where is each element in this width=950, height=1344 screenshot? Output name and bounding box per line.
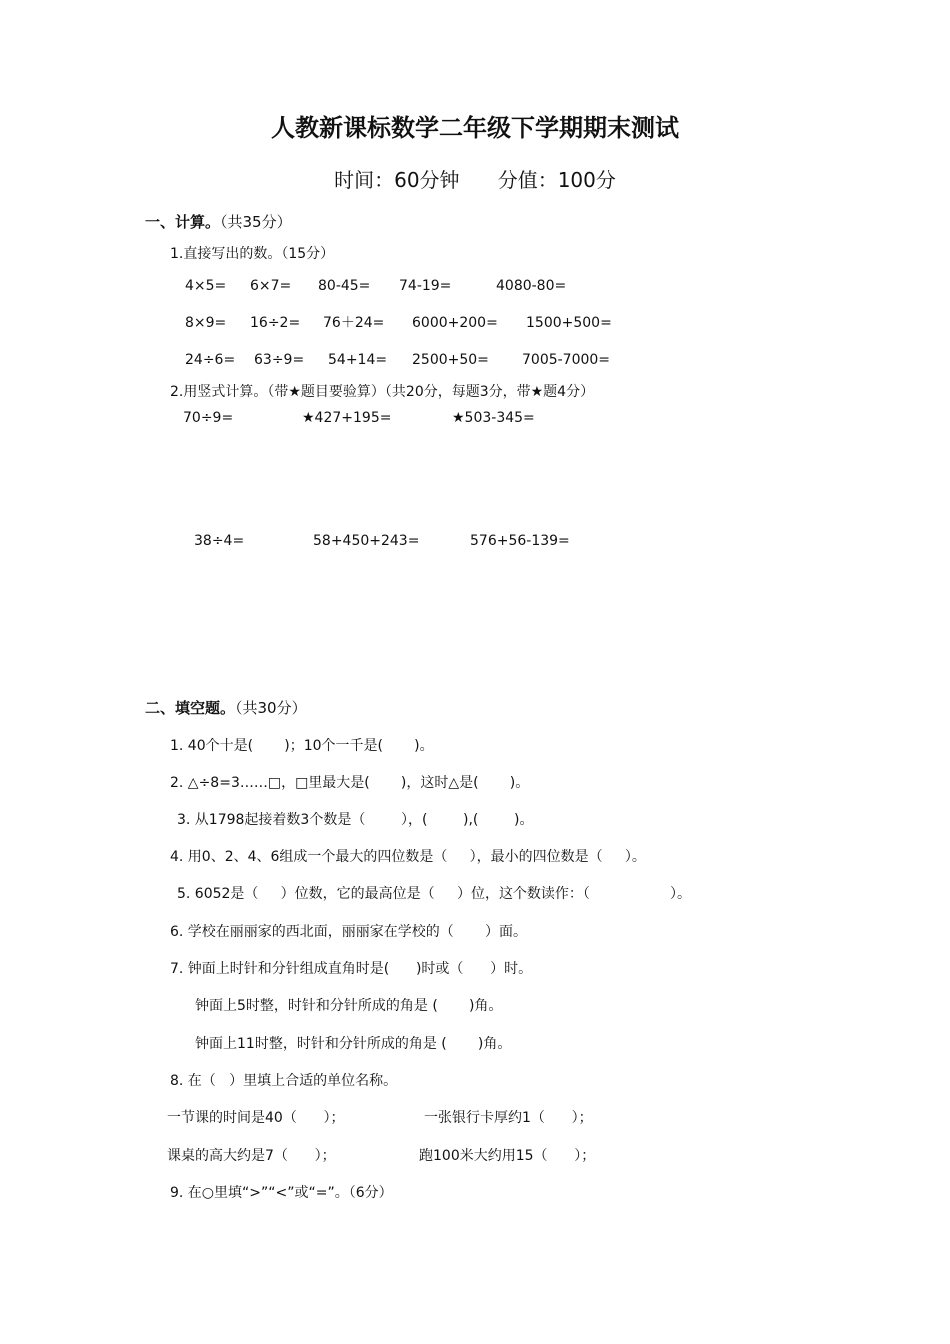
fill-blank-item: 2. △÷8=3……□，□里最大是( )，这时△是( )。 [170,775,530,791]
vertical-problem: 576+56-139= [470,533,570,549]
part-2-label: 2.用竖式计算。（带★题目要验算）（共20分，每题3分，带★题4分） [170,384,595,400]
problem: 76＋24= [323,315,385,331]
problem: 24÷6= [185,352,236,368]
fill-blank-item: 一张银行卡厚约1（ ）； [424,1110,593,1126]
fill-blank-item: 5. 6052是（ ）位数，它的最高位是（ ）位，这个数读作：（ ）。 [177,886,692,902]
problem: 7005-7000= [522,352,611,368]
fill-blank-item: 课桌的高大约是7（ ）； [167,1148,336,1164]
problem: 8×9= [185,315,227,331]
vertical-problem: 70÷9= [183,410,234,426]
problem: 16÷2= [250,315,301,331]
problem: 4080-80= [496,278,567,294]
vertical-problem: 58+450+243= [313,533,420,549]
problem: 80-45= [318,278,371,294]
problem: 63÷9= [254,352,305,368]
problem: 1500+500= [526,315,612,331]
fill-blank-item: 钟面上11时整，时针和分针所成的角是 ( )角。 [195,1036,512,1052]
problem: 74-19= [399,278,452,294]
page-title: 人教新课标数学二年级下学期期末测试 [271,114,679,142]
vertical-problem: ★427+195= [302,410,392,426]
fill-blank-item: 6. 学校在丽丽家的西北面，丽丽家在学校的（ ）面。 [170,924,527,940]
vertical-problem: 38÷4= [194,533,245,549]
fill-blank-item: 1. 40个十是( )；10个一千是( )。 [170,738,434,754]
problem: 6000+200= [412,315,498,331]
fill-blank-item: 跑100米大约用15（ ）； [419,1148,596,1164]
problem: 6×7= [250,278,292,294]
fill-blank-item: 8. 在（ ）里填上合适的单位名称。 [170,1073,398,1089]
fill-blank-item: 3. 从1798起接着数3个数是（ ），( ),( )。 [177,812,534,828]
fill-blank-item: 一节课的时间是40（ ）； [167,1110,345,1126]
fill-blank-item: 4. 用0、2、4、6组成一个最大的四位数是（ ），最小的四位数是（ ）。 [170,849,646,865]
vertical-problem: ★503-345= [452,410,535,426]
part-1-label: 1.直接写出的数。（15分） [170,246,335,262]
fill-blank-item: 钟面上5时整，时针和分针所成的角是 ( )角。 [195,998,503,1014]
fill-blank-item: 7. 钟面上时针和分针组成直角时是( )时或（ ）时。 [170,961,533,977]
section-2-heading: 二、填空题。（共30分） [145,699,307,717]
problem: 54+14= [328,352,388,368]
problem: 4×5= [185,278,227,294]
fill-blank-item: 9. 在○里填“>”“<”或“=”。（6分） [170,1185,393,1201]
problem: 2500+50= [412,352,489,368]
exam-info: 时间：60分钟 分值：100分 [334,168,616,192]
section-1-heading: 一、计算。（共35分） [145,213,292,231]
